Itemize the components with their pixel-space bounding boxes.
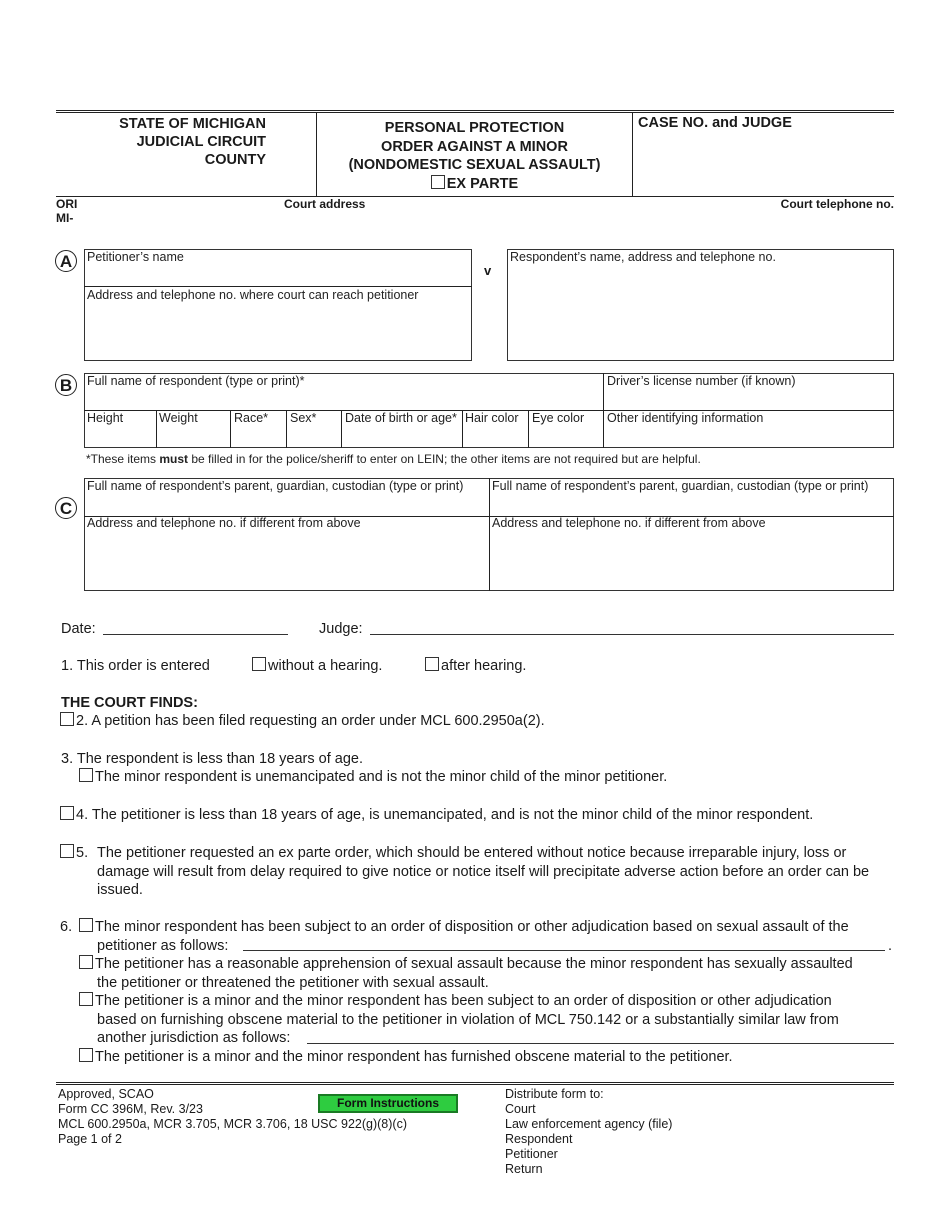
case-no-label: CASE NO. and JUDGE — [638, 115, 792, 131]
item-6a-line2: petitioner as follows: — [97, 938, 229, 954]
item-6a[interactable] — [79, 918, 849, 937]
item-6d-text: The petitioner is a minor and the minor respondent has furnished obscene material to the petitioner. — [95, 1049, 733, 1065]
distribution-list — [505, 1087, 672, 1177]
respondent-full-name-field[interactable]: Full name of respondent (type or print)* — [87, 374, 305, 388]
item-5-number: 5. — [76, 845, 89, 861]
after-hearing-label: after hearing. — [441, 658, 527, 674]
item-1-text: 1. This order is entered — [61, 658, 210, 674]
col-div — [462, 410, 463, 448]
section-a-marker: A — [55, 250, 77, 272]
parent-name-right-field[interactable]: Full name of respondent’s parent, guardian, custodian (type or print) — [492, 479, 869, 493]
form-number: Form CC 396M, Rev. 3/23 — [58, 1102, 203, 1116]
header-top-rule — [56, 110, 894, 113]
note-emphasis: must — [159, 452, 189, 466]
title-line-3: (NONDOMESTIC SEXUAL ASSAULT) — [348, 157, 601, 173]
item-6a-input[interactable] — [243, 950, 885, 951]
identification-col-divider — [603, 373, 604, 448]
form-instructions-button[interactable]: Form Instructions — [318, 1094, 458, 1113]
col-div — [286, 410, 287, 448]
parent-address-right-field[interactable]: Address and telephone no. if different from above — [492, 516, 766, 530]
item-4-checkbox[interactable] — [60, 806, 74, 820]
item-6b[interactable] — [79, 955, 853, 974]
respondent-label: Respondent’s name, address and telephone no. — [510, 250, 776, 264]
form-title — [317, 119, 632, 193]
item-6c-input[interactable] — [307, 1043, 894, 1044]
parent-col-divider — [489, 478, 490, 591]
col-div — [230, 410, 231, 448]
without-hearing-label: without a hearing. — [268, 658, 383, 674]
dob-field[interactable]: Date of birth or age* — [345, 411, 457, 425]
other-identifying-field[interactable]: Other identifying information — [607, 411, 764, 425]
drivers-license-field[interactable]: Driver’s license number (if known) — [607, 374, 796, 388]
judge-input[interactable] — [370, 634, 894, 635]
item-6b-checkbox[interactable] — [79, 955, 93, 969]
title-line-1: PERSONAL PROTECTION — [384, 120, 565, 136]
eye-color-field[interactable]: Eye color — [532, 411, 585, 425]
item-6a-checkbox[interactable] — [79, 918, 93, 932]
ori-block — [56, 197, 77, 225]
item-5-checkbox[interactable] — [60, 844, 74, 858]
header-divider-2 — [632, 113, 633, 196]
versus-label: v — [484, 263, 492, 278]
note-text: be filled in for the police/sheriff to enter on LEIN; the other items are not required but are helpful. — [188, 452, 701, 466]
distribution-item: Court — [505, 1102, 536, 1116]
after-hearing-option[interactable] — [425, 657, 526, 676]
item-5-marker[interactable] — [60, 844, 88, 863]
page-number: Page 1 of 2 — [58, 1132, 122, 1146]
distribution-item: Respondent — [505, 1132, 573, 1146]
ex-parte-label: EX PARTE — [446, 175, 519, 192]
item-6c-line3: another jurisdiction as follows: — [97, 1030, 291, 1046]
footer-rule — [56, 1082, 894, 1085]
ex-parte-checkbox[interactable] — [431, 175, 445, 189]
item-2-checkbox[interactable] — [60, 712, 74, 726]
distribution-item: Return — [505, 1162, 543, 1176]
item-6d[interactable] — [79, 1048, 733, 1067]
item-2[interactable] — [60, 712, 545, 731]
item-2-text: 2. A petition has been filed requesting an order under MCL 600.2950a(2). — [76, 713, 545, 729]
distribution-item: Law enforcement agency (file) — [505, 1117, 673, 1131]
petitioner-divider — [84, 286, 472, 287]
title-line-2: ORDER AGAINST A MINOR — [381, 138, 568, 155]
col-div — [156, 410, 157, 448]
petitioner-box[interactable] — [84, 249, 472, 361]
county-label: COUNTY — [204, 152, 266, 168]
item-6b-line2: the petitioner or threatened the petitioner with sexual assault. — [97, 975, 489, 991]
respondent-box[interactable] — [507, 249, 894, 361]
judge-label: Judge: — [319, 621, 363, 637]
distribution-item: Petitioner — [505, 1147, 558, 1161]
court-finds-heading: THE COURT FINDS: — [61, 695, 198, 711]
state-name: STATE OF MICHIGAN — [119, 116, 266, 132]
col-div — [341, 410, 342, 448]
date-input[interactable] — [103, 634, 288, 635]
height-field[interactable]: Height — [87, 411, 124, 425]
item-4-text: 4. The petitioner is less than 18 years of age, is unemancipated, and is not the minor child of the minor respondent. — [76, 807, 814, 823]
sex-field[interactable]: Sex* — [290, 411, 317, 425]
statute-references: MCL 600.2950a, MCR 3.705, MCR 3.706, 18 USC 922(g)(8)(c) — [58, 1117, 407, 1131]
item-6b-text: The petitioner has a reasonable apprehension of sexual assault because the minor respondent has sexually assaulted — [95, 956, 853, 972]
note-text: *These items — [86, 452, 160, 466]
after-hearing-checkbox[interactable] — [425, 657, 439, 671]
item-6c-checkbox[interactable] — [79, 992, 93, 1006]
item-6c-text: The petitioner is a minor and the minor respondent has been subject to an order of disposition or other adjudication — [95, 993, 832, 1009]
date-label: Date: — [61, 621, 96, 637]
item-4[interactable] — [60, 806, 813, 825]
item-6-number: 6. — [60, 919, 73, 935]
without-hearing-checkbox[interactable] — [252, 657, 266, 671]
item-3-sub-text: The minor respondent is unemancipated and is not the minor child of the minor petitioner. — [95, 769, 668, 785]
parent-address-left-field[interactable]: Address and telephone no. if different from above — [87, 516, 361, 530]
item-6a-text: The minor respondent has been subject to an order of disposition or other adjudication based on sexual assault of the — [95, 919, 849, 935]
weight-field[interactable]: Weight — [159, 411, 198, 425]
item-3-text: 3. The respondent is less than 18 years of age. — [61, 751, 364, 767]
without-hearing-option[interactable] — [252, 657, 382, 676]
ex-parte-option[interactable] — [317, 175, 632, 194]
item-5-text: The petitioner requested an ex parte order, which should be entered without notice because irreparable injury, loss or damage will result from delay required to give notice or notice itself will precipitate adverse action before an order can be issued. — [97, 845, 870, 898]
section-c-marker: C — [55, 497, 77, 519]
court-phone-label: Court telephone no. — [780, 197, 894, 211]
distribute-heading: Distribute form to: — [505, 1087, 604, 1101]
ori-label: ORI — [56, 197, 78, 211]
petitioner-address-label: Address and telephone no. where court can reach petitioner — [87, 288, 419, 302]
parent-name-left-field[interactable]: Full name of respondent’s parent, guardian, custodian (type or print) — [87, 479, 464, 493]
race-field[interactable]: Race* — [234, 411, 269, 425]
item-6c[interactable] — [79, 992, 832, 1011]
hair-color-field[interactable]: Hair color — [465, 411, 519, 425]
petitioner-name-label: Petitioner’s name — [87, 250, 184, 264]
court-block — [119, 115, 266, 169]
col-div — [528, 410, 529, 448]
item-3-sub[interactable] — [79, 768, 667, 787]
item-6d-checkbox[interactable] — [79, 1048, 93, 1062]
header-bottom-rule — [56, 196, 894, 197]
item-6c-line2: based on furnishing obscene material to the petitioner in violation of MCL 750.142 or a substantially similar law from — [97, 1012, 839, 1028]
court-address-label: Court address — [284, 197, 366, 211]
court-type: JUDICIAL CIRCUIT — [136, 134, 266, 150]
section-b-marker: B — [55, 374, 77, 396]
item-6a-period: . — [888, 938, 893, 954]
approved-text: Approved, SCAO — [58, 1087, 154, 1101]
item-3-checkbox[interactable] — [79, 768, 93, 782]
mi-label: MI- — [56, 211, 74, 225]
lein-note — [86, 452, 701, 466]
